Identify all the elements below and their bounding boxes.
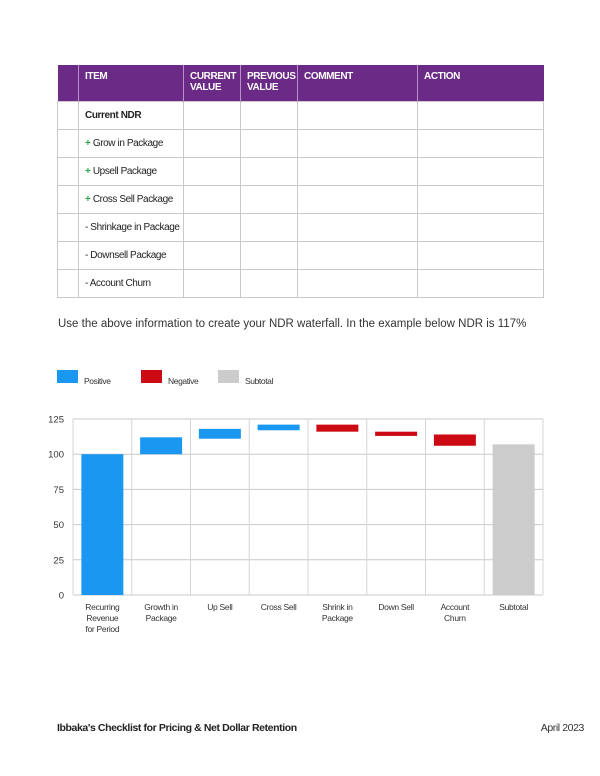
waterfall-bar-subtotal — [493, 444, 535, 595]
legend-label-positive: Positive — [84, 376, 111, 386]
waterfall-bar-positive — [140, 437, 182, 454]
y-tick-label: 125 — [48, 414, 64, 426]
row-label-account-churn: - Account Churn — [79, 270, 184, 298]
row-label-downsell-package: - Downsell Package — [79, 242, 184, 270]
y-tick-label: 75 — [53, 484, 64, 496]
waterfall-bar-positive — [81, 454, 123, 595]
x-tick-label: Package — [145, 613, 177, 623]
waterfall-bar-positive — [199, 429, 241, 439]
x-tick-label: Subtotal — [499, 602, 529, 612]
row-label-current-ndr: Current NDR — [79, 102, 184, 130]
legend-label-subtotal: Subtotal — [245, 376, 273, 386]
y-tick-label: 25 — [53, 555, 64, 567]
x-tick-label: Account — [440, 602, 470, 612]
waterfall-bar-positive — [258, 425, 300, 431]
waterfall-bar-negative — [375, 432, 417, 436]
instruction-text: Use the above information to create your NDR waterfall. In the example below NDR is 117% — [58, 318, 527, 330]
x-tick-label: Cross Sell — [260, 602, 297, 612]
x-tick-label: Recurring — [85, 602, 120, 612]
plus-sign: + — [85, 166, 91, 177]
footer-title: Ibbaka's Checklist for Pricing & Net Dollar Retention — [57, 722, 297, 734]
y-tick-label: 0 — [58, 590, 64, 602]
legend-label-negative: Negative — [168, 376, 199, 386]
waterfall-bar-negative — [434, 434, 476, 445]
x-tick-label: Churn — [444, 613, 466, 623]
x-tick-label: Down Sell — [378, 602, 414, 612]
header-current-value: CURRENT VALUE — [184, 65, 241, 102]
footer-date: April 2023 — [540, 722, 584, 734]
row-label-upsell-package: + Upsell Package — [79, 158, 184, 186]
waterfall-bar-negative — [316, 425, 358, 432]
x-tick-label: Growth in — [144, 602, 178, 612]
x-tick-label: Revenue — [86, 613, 119, 623]
header-item: ITEM — [79, 65, 184, 102]
row-label-shrinkage-in-package: - Shrinkage in Package — [79, 214, 184, 242]
plus-sign: + — [85, 194, 91, 205]
x-tick-label: Up Sell — [207, 602, 233, 612]
header-comment: COMMENT — [298, 65, 418, 102]
x-tick-label: Shrink in — [322, 602, 353, 612]
row-label-grow-in-package: + Grow in Package — [79, 130, 184, 158]
y-tick-label: 50 — [53, 520, 64, 532]
x-tick-label: for Period — [85, 624, 120, 634]
header-action: ACTION — [418, 65, 544, 102]
y-tick-label: 100 — [48, 449, 64, 461]
x-tick-label: Package — [321, 613, 353, 623]
plus-sign: + — [85, 138, 91, 149]
header-previous-value: PREVIOUS VALUE — [241, 65, 298, 102]
row-label-cross-sell-package: + Cross Sell Package — [79, 186, 184, 214]
